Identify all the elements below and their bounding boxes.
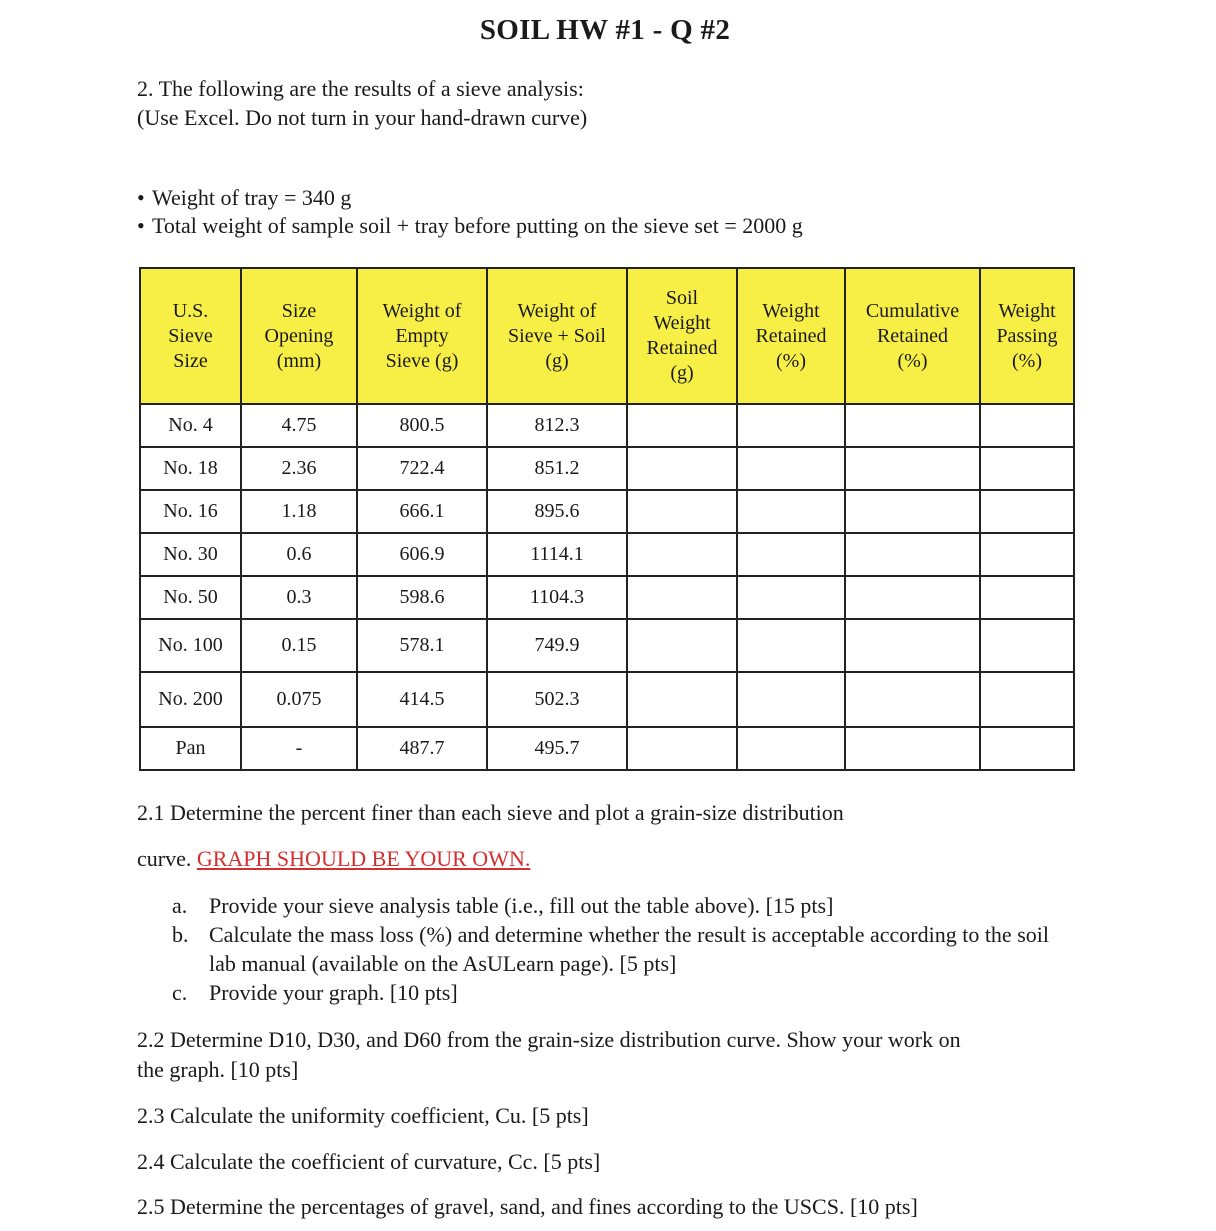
cell-cumulative — [845, 490, 980, 533]
cell-retained-g — [627, 672, 737, 727]
cell-sieve: No. 4 — [140, 404, 241, 447]
cell-retained-g — [627, 576, 737, 619]
graph-own-notice: GRAPH SHOULD BE YOUR OWN. — [196, 846, 531, 871]
header-cumulative-retained-pct: Cumulative Retained (%) — [845, 268, 980, 404]
question-2-2-line-2: the graph. [10 pts] — [137, 1057, 299, 1082]
table-row — [140, 727, 1074, 770]
cell-sieve: No. 100 — [140, 619, 241, 672]
cell-sieve-soil: 895.6 — [487, 490, 627, 533]
cell-retained-pct — [737, 619, 845, 672]
intro-line-1: 2. The following are the results of a sieve analysis: — [137, 76, 584, 101]
cell-opening: 1.18 — [241, 490, 357, 533]
subitem-b: b. Calculate the mass loss (%) and determine whether the result is acceptable according to the soil lab manual (available on the AsULearn page). [5 pts] — [172, 922, 1049, 976]
cell-sieve: No. 16 — [140, 490, 241, 533]
cell-opening: 2.36 — [241, 447, 357, 490]
cell-sieve: No. 18 — [140, 447, 241, 490]
cell-sieve-soil: 749.9 — [487, 619, 627, 672]
cell-empty: 578.1 — [357, 619, 487, 672]
question-2-1-line-2: curve. GRAPH SHOULD BE YOUR OWN. — [137, 846, 531, 871]
cell-sieve-soil: 1114.1 — [487, 533, 627, 576]
cell-sieve-soil: 812.3 — [487, 404, 627, 447]
cell-retained-g — [627, 727, 737, 770]
question-2-2-line-1: 2.2 Determine D10, D30, and D60 from the grain-size distribution curve. Show your work on — [137, 1027, 961, 1052]
header-weight-sieve-soil: Weight of Sieve + Soil (g) — [487, 268, 627, 404]
table-row — [140, 576, 1074, 619]
cell-cumulative — [845, 672, 980, 727]
header-weight-retained-pct: Weight Retained (%) — [737, 268, 845, 404]
header-size-opening: Size Opening (mm) — [241, 268, 357, 404]
question-2-1-subitems — [172, 891, 1062, 1007]
cell-cumulative — [845, 576, 980, 619]
cell-empty: 666.1 — [357, 490, 487, 533]
cell-retained-g — [627, 533, 737, 576]
cell-passing — [980, 727, 1074, 770]
cell-sieve-soil: 1104.3 — [487, 576, 627, 619]
cell-cumulative — [845, 727, 980, 770]
cell-retained-pct — [737, 672, 845, 727]
table-row — [140, 447, 1074, 490]
cell-sieve: No. 30 — [140, 533, 241, 576]
cell-empty: 800.5 — [357, 404, 487, 447]
cell-retained-pct — [737, 447, 845, 490]
cell-retained-g — [627, 490, 737, 533]
header-us-sieve-size: U.S. Sieve Size — [140, 268, 241, 404]
cell-empty: 722.4 — [357, 447, 487, 490]
cell-sieve-soil: 502.3 — [487, 672, 627, 727]
question-2-3: 2.3 Calculate the uniformity coefficient, Cu. [5 pts] — [137, 1103, 589, 1128]
cell-opening: - — [241, 727, 357, 770]
cell-retained-pct — [737, 490, 845, 533]
header-weight-empty-sieve: Weight of Empty Sieve (g) — [357, 268, 487, 404]
header-soil-weight-retained: Soil Weight Retained (g) — [627, 268, 737, 404]
cell-sieve: No. 50 — [140, 576, 241, 619]
bullet-total-weight: • Total weight of sample soil + tray before putting on the sieve set = 2000 g — [137, 213, 803, 238]
table-header-row — [140, 268, 1074, 404]
cell-cumulative — [845, 447, 980, 490]
bullet-tray-weight: • Weight of tray = 340 g — [137, 185, 352, 210]
cell-passing — [980, 490, 1074, 533]
cell-passing — [980, 404, 1074, 447]
cell-passing — [980, 672, 1074, 727]
table-row — [140, 404, 1074, 447]
cell-sieve-soil: 495.7 — [487, 727, 627, 770]
cell-retained-pct — [737, 533, 845, 576]
cell-sieve-soil: 851.2 — [487, 447, 627, 490]
cell-empty: 414.5 — [357, 672, 487, 727]
intro-line-2: (Use Excel. Do not turn in your hand-drawn curve) — [137, 105, 588, 130]
cell-opening: 0.3 — [241, 576, 357, 619]
cell-retained-g — [627, 619, 737, 672]
sieve-analysis-table — [139, 267, 1075, 771]
cell-retained-pct — [737, 576, 845, 619]
cell-cumulative — [845, 533, 980, 576]
problem-intro — [137, 74, 587, 132]
cell-retained-pct — [737, 727, 845, 770]
table-row — [140, 490, 1074, 533]
cell-passing — [980, 447, 1074, 490]
page-title: SOIL HW #1 - Q #2 — [479, 14, 731, 46]
subitem-c: c. Provide your graph. [10 pts] — [172, 980, 458, 1005]
cell-opening: 0.15 — [241, 619, 357, 672]
cell-cumulative — [845, 619, 980, 672]
cell-empty: 487.7 — [357, 727, 487, 770]
cell-passing — [980, 619, 1074, 672]
question-2-1-line-1: 2.1 Determine the percent finer than each sieve and plot a grain-size distribution — [137, 800, 844, 825]
table-row — [140, 672, 1074, 727]
cell-passing — [980, 533, 1074, 576]
cell-retained-g — [627, 447, 737, 490]
table-row — [140, 533, 1074, 576]
given-data-list — [137, 184, 803, 240]
cell-retained-g — [627, 404, 737, 447]
cell-opening: 0.6 — [241, 533, 357, 576]
question-2-4: 2.4 Calculate the coefficient of curvature, Cc. [5 pts] — [137, 1149, 601, 1174]
cell-opening: 4.75 — [241, 404, 357, 447]
cell-opening: 0.075 — [241, 672, 357, 727]
cell-empty: 606.9 — [357, 533, 487, 576]
cell-empty: 598.6 — [357, 576, 487, 619]
cell-cumulative — [845, 404, 980, 447]
cell-sieve: Pan — [140, 727, 241, 770]
header-weight-passing-pct: Weight Passing (%) — [980, 268, 1074, 404]
question-2-5: 2.5 Determine the percentages of gravel, sand, and fines according to the USCS. [10 pts] — [137, 1194, 918, 1219]
table-row — [140, 619, 1074, 672]
subitem-a: a. Provide your sieve analysis table (i.e., fill out the table above). [15 pts] — [172, 893, 834, 918]
cell-retained-pct — [737, 404, 845, 447]
cell-sieve: No. 200 — [140, 672, 241, 727]
cell-passing — [980, 576, 1074, 619]
